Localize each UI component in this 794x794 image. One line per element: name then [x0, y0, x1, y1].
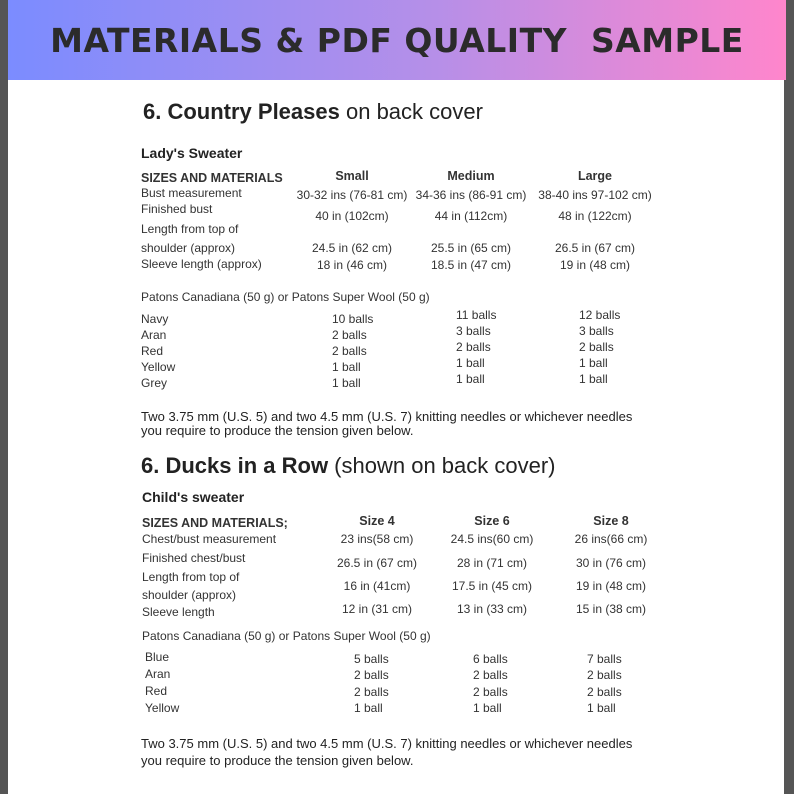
section2-color-cell: 1 ball: [354, 701, 383, 715]
section2-heading: [141, 453, 556, 479]
section2-row-label: Sleeve length: [142, 605, 215, 619]
document-page: [8, 80, 784, 794]
section1-cell: 18 in (46 cm): [316, 258, 388, 272]
section1-color-name: Yellow: [141, 360, 176, 374]
section2-needles-line1: Two 3.75 mm (U.S. 5) and two 4.5 mm (U.S. 7) knitting needles or whichever needles: [141, 736, 633, 751]
section1-heading-rest: on back cover: [339, 99, 483, 124]
section1-color-cell: 1 ball: [332, 376, 361, 390]
section2-needles-line2: you require to produce the tension given below.: [141, 753, 414, 768]
section2-row-label-cont: shoulder (approx): [142, 588, 237, 602]
section1-color-cell: 1 ball: [456, 356, 485, 370]
section2-cell: 19 in (48 cm): [575, 579, 647, 593]
section1-cell: 24.5 in (62 cm): [311, 241, 393, 255]
section2-color-name: Blue: [145, 650, 170, 664]
section2-size-header: Size 4: [359, 514, 395, 528]
section1-size-header: Small: [335, 169, 369, 183]
section1-cell: 19 in (48 cm): [559, 258, 631, 272]
section2-color-cell: 6 balls: [473, 652, 508, 666]
section2-color-cell: 1 ball: [473, 701, 502, 715]
section1-color-cell: 1 ball: [456, 372, 485, 386]
section2-color-name: Aran: [145, 667, 171, 681]
section1-cell: 34-36 ins (86-91 cm): [415, 188, 527, 202]
section1-row-label-cont: shoulder (approx): [141, 241, 236, 255]
section2-color-cell: 2 balls: [354, 685, 389, 699]
section1-cell: 48 in (122cm): [558, 209, 632, 223]
section1-color-cell: 10 balls: [332, 312, 374, 326]
section2-cell: 26.5 in (67 cm): [336, 556, 418, 570]
section1-sizes-label: SIZES AND MATERIALS: [141, 171, 283, 185]
section1-cell: 44 in (112cm): [434, 209, 508, 223]
section2-color-cell: 2 balls: [587, 668, 622, 682]
section1-yarn-label: Patons Canadiana (50 g) or Patons Super Wool (50 g): [141, 290, 430, 304]
section2-sizes-label: SIZES AND MATERIALS;: [142, 516, 288, 530]
section2-cell: 17.5 in (45 cm): [451, 579, 533, 593]
section2-cell: 28 in (71 cm): [456, 556, 528, 570]
section2-color-name: Yellow: [145, 701, 180, 715]
section1-color-cell: 1 ball: [579, 356, 608, 370]
section2-size-header: Size 6: [474, 514, 510, 528]
section1-size-header: Medium: [447, 169, 495, 183]
section2-color-cell: 1 ball: [587, 701, 616, 715]
section1-needles-line2: you require to produce the tension given below.: [141, 423, 414, 438]
section2-row-label: Finished chest/bust: [142, 551, 246, 565]
section1-cell: 30-32 ins (76-81 cm): [296, 188, 408, 202]
section1-color-cell: 2 balls: [332, 344, 367, 358]
section1-color-cell: 2 balls: [456, 340, 491, 354]
section2-color-name: Red: [145, 684, 168, 698]
section1-color-cell: 12 balls: [579, 308, 621, 322]
section2-color-cell: 2 balls: [473, 685, 508, 699]
section2-cell: 26 ins(66 cm): [574, 532, 648, 546]
section1-color-name: Navy: [141, 312, 169, 326]
section1-color-name: Aran: [141, 328, 167, 342]
section2-color-cell: 2 balls: [354, 668, 389, 682]
section1-size-header: Large: [577, 169, 613, 183]
section1-color-cell: 2 balls: [332, 328, 367, 342]
section1-color-cell: 3 balls: [456, 324, 491, 338]
section1-color-cell: 11 balls: [456, 308, 497, 322]
section1-row-label: Finished bust: [141, 202, 213, 216]
section1-cell: 40 in (102cm): [315, 209, 389, 223]
section1-color-name: Red: [141, 344, 164, 358]
section2-yarn-label: Patons Canadiana (50 g) or Patons Super Wool (50 g): [142, 629, 431, 643]
section1-cell: 25.5 in (65 cm): [430, 241, 512, 255]
title-banner: [8, 0, 786, 80]
section2-cell: 12 in (31 cm): [341, 602, 413, 616]
section2-cell: 30 in (76 cm): [575, 556, 647, 570]
section1-color-cell: 1 ball: [332, 360, 361, 374]
section2-subheading: Child's sweater: [142, 489, 245, 505]
section2-cell: 15 in (38 cm): [575, 602, 647, 616]
section2-cell: 23 ins(58 cm): [340, 532, 414, 546]
section2-cell: 24.5 ins(60 cm): [450, 532, 534, 546]
section2-color-cell: 2 balls: [587, 685, 622, 699]
section2-size-header: Size 8: [593, 514, 629, 528]
section2-cell: 16 in (41cm): [343, 579, 411, 593]
section2-heading-bold: 6. Ducks in a Row: [141, 453, 329, 478]
section1-color-cell: 1 ball: [579, 372, 608, 386]
section1-needles-line1: Two 3.75 mm (U.S. 5) and two 4.5 mm (U.S. 7) knitting needles or whichever needles: [141, 409, 633, 424]
section1-cell: 38-40 ins 97-102 cm): [538, 188, 652, 202]
section1-color-name: Grey: [141, 376, 168, 390]
section1-row-label: Length from top of: [141, 222, 239, 236]
section2-color-cell: 2 balls: [473, 668, 508, 682]
section2-row-label: Length from top of: [142, 570, 240, 584]
section2-cell: 13 in (33 cm): [456, 602, 528, 616]
section1-cell: 26.5 in (67 cm): [554, 241, 636, 255]
section1-row-label: Sleeve length (approx): [141, 257, 262, 271]
section1-heading-bold: 6. Country Pleases: [143, 99, 340, 124]
banner-title: MATERIALS & PDF QUALITY SAMPLE: [50, 20, 744, 60]
section1-color-cell: 2 balls: [579, 340, 614, 354]
section2-heading-rest: (shown on back cover): [328, 453, 556, 478]
section1-color-cell: 3 balls: [579, 324, 614, 338]
section2-row-label: Chest/bust measurement: [142, 532, 277, 546]
section2-color-cell: 7 balls: [587, 652, 622, 666]
section1-row-label: Bust measurement: [141, 186, 242, 200]
section1-cell: 18.5 in (47 cm): [430, 258, 512, 272]
section2-color-cell: 5 balls: [354, 652, 389, 666]
section1-subheading: Lady's Sweater: [141, 145, 243, 161]
section1-heading: [143, 99, 483, 125]
